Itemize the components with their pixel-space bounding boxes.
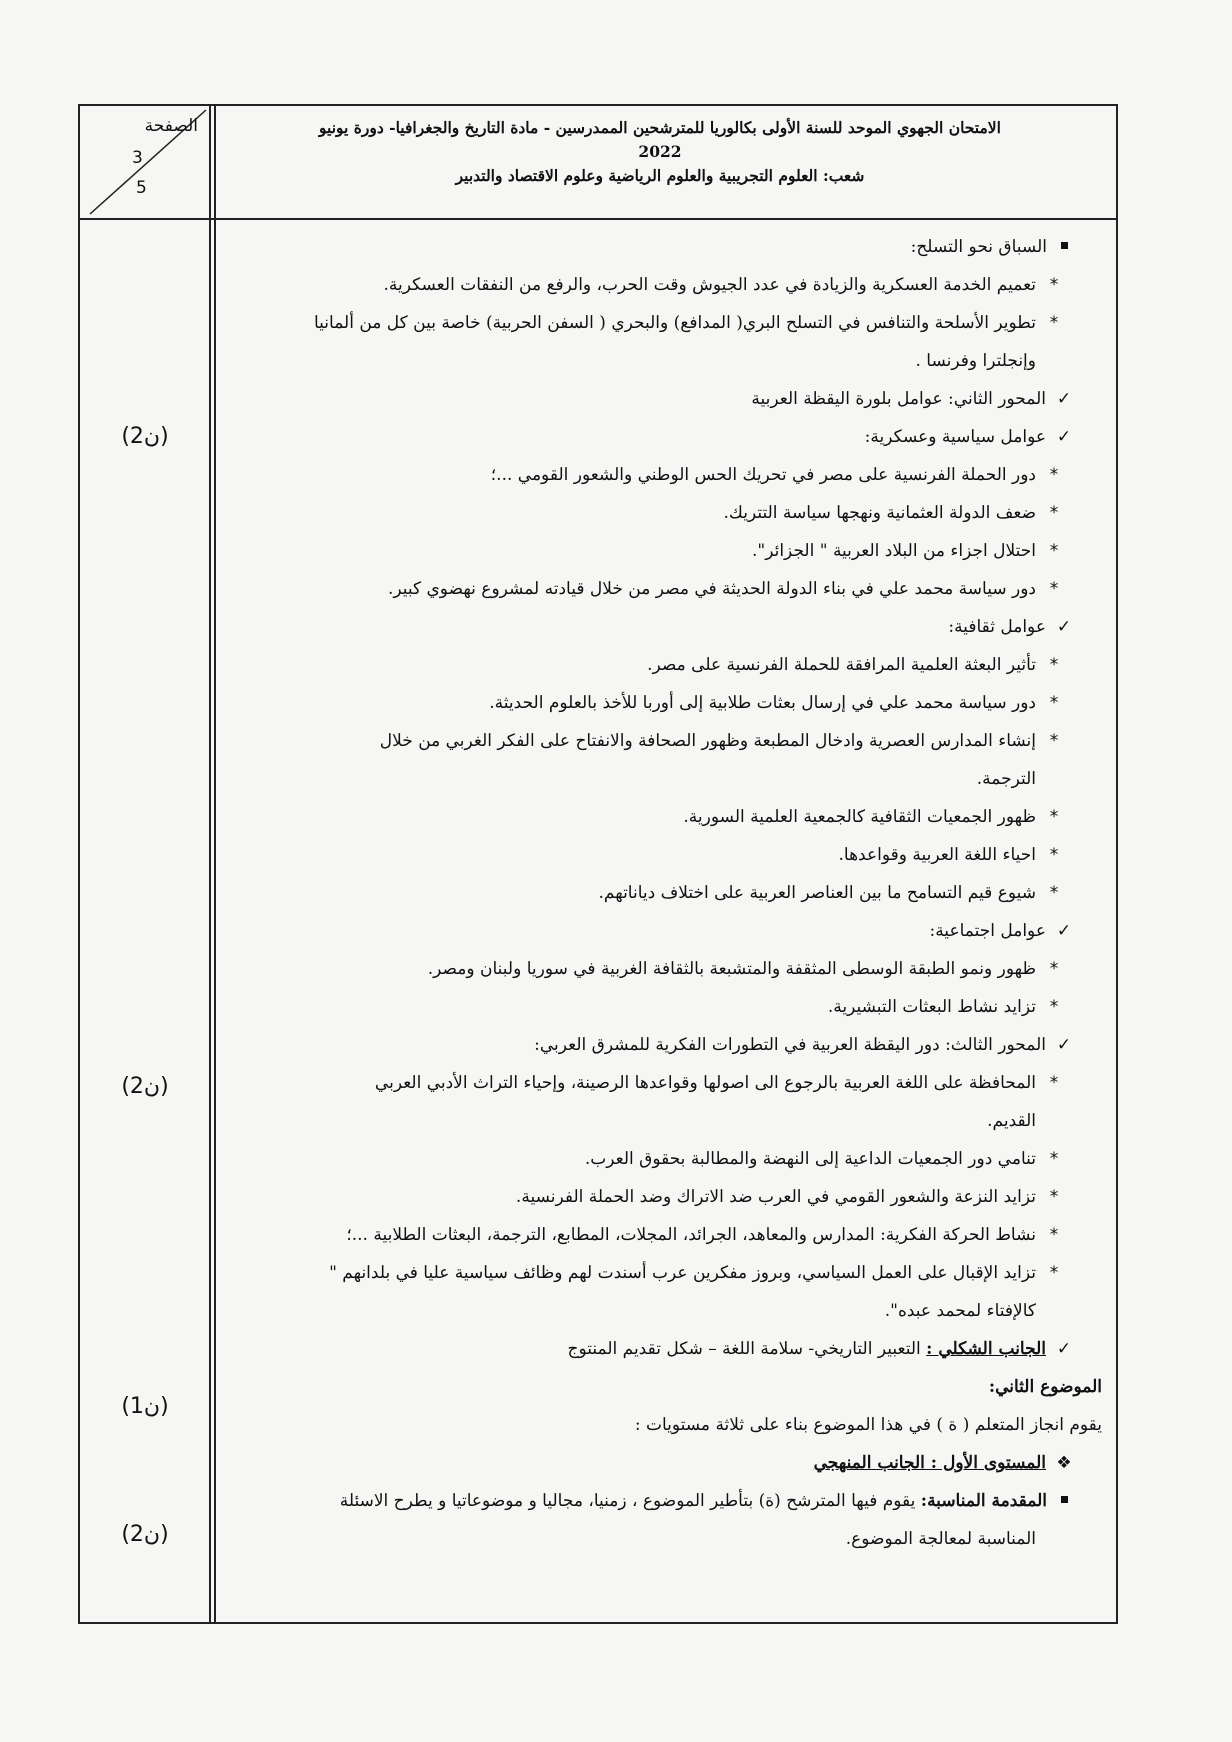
- asterisk-icon: *: [1049, 1263, 1059, 1283]
- answer-content: [220, 228, 1102, 1558]
- level-heading: ❖المستوى الأول : الجانب المنهجي: [220, 1444, 1082, 1482]
- list-item: *نشاط الحركة الفكرية: المدارس والمعاهد، الجرائد، المجلات، المطابع، الترجمة، البعثات الطلابية ...؛: [220, 1216, 1082, 1254]
- score-badge: (ن1): [121, 1394, 169, 1419]
- asterisk-icon: *: [1049, 313, 1059, 333]
- section-heading: ✓الجانب الشكلي : التعبير التاريخي- سلامة اللغة – شكل تقديم المنتوج: [220, 1330, 1082, 1368]
- list-item: *ضعف الدولة العثمانية ونهجها سياسة التتريك.: [220, 494, 1082, 532]
- list-item-continuation: المناسبة لمعالجة الموضوع.: [845, 1529, 1036, 1549]
- asterisk-icon: *: [1049, 1073, 1059, 1093]
- list-item-continuation: وإنجلترا وفرنسا .: [915, 351, 1036, 371]
- asterisk-icon: *: [1049, 503, 1059, 523]
- list-item: *المحافظة على اللغة العربية بالرجوع الى اصولها وقواعدها الرصينة، وإحياء التراث الأدبي العربي: [220, 1064, 1082, 1102]
- asterisk-icon: *: [1049, 1149, 1059, 1169]
- list-item: السباق نحو التسلح:: [220, 228, 1082, 266]
- list-item: *تزايد نشاط البعثات التبشيرية.: [220, 988, 1082, 1026]
- asterisk-icon: *: [1049, 845, 1059, 865]
- asterisk-icon: *: [1049, 541, 1059, 561]
- checkmark-icon: ✓: [1056, 389, 1072, 409]
- page-frame: [78, 104, 1118, 1624]
- asterisk-icon: *: [1049, 883, 1059, 903]
- asterisk-icon: *: [1049, 997, 1059, 1017]
- list-item: *ظهور الجمعيات الثقافية كالجمعية العلمية السورية.: [220, 798, 1082, 836]
- asterisk-icon: *: [1049, 731, 1059, 751]
- asterisk-icon: *: [1049, 1225, 1059, 1245]
- section-heading: ✓المحور الثاني: عوامل بلورة اليقظة العربية: [220, 380, 1082, 418]
- asterisk-icon: *: [1049, 959, 1059, 979]
- asterisk-icon: *: [1049, 579, 1059, 599]
- asterisk-icon: *: [1049, 807, 1059, 827]
- list-item-continuation: الترجمة.: [976, 769, 1036, 789]
- list-item: *ظهور ونمو الطبقة الوسطى المثقفة والمتشبعة بالثقافة الغربية في سوريا ولبنان ومصر.: [220, 950, 1082, 988]
- square-bullet-icon: [1061, 1496, 1068, 1503]
- list-item-continuation: القديم.: [987, 1111, 1036, 1131]
- exam-header: [220, 116, 1100, 188]
- header-title: الامتحان الجهوي الموحد للسنة الأولى بكالوريا للمترشحين الممدرسين - مادة التاريخ والجغرافيا- دورة يونيو: [319, 118, 1001, 137]
- list-item: *إنشاء المدارس العصرية وادخال المطبعة وظهور الصحافة والانفتاح على الفكر الغربي من خلال: [220, 722, 1082, 760]
- header-streams: شعب: العلوم التجريبية والعلوم الرياضية وعلوم الاقتصاد والتدبير: [455, 166, 865, 185]
- list-item: *تطوير الأسلحة والتنافس في التسلح البري( المدافع) والبحري ( السفن الحربية) خاصة بين كل من ألمانيا: [220, 304, 1082, 342]
- list-item: *احتلال اجزاء من البلاد العربية " الجزائر".: [220, 532, 1082, 570]
- subject-two-title: الموضوع الثاني:: [988, 1377, 1102, 1397]
- list-item: *دور سياسة محمد علي في إرسال بعثات طلابية إلى أوربا للأخذ بالعلوم الحديثة.: [220, 684, 1082, 722]
- checkmark-icon: ✓: [1056, 617, 1072, 637]
- subject-two-intro: يقوم انجاز المتعلم ( ة ) في هذا الموضوع بناء على ثلاثة مستويات :: [634, 1415, 1102, 1435]
- asterisk-icon: *: [1049, 275, 1059, 295]
- asterisk-icon: *: [1049, 693, 1059, 713]
- list-item: *تأثير البعثة العلمية المرافقة للحملة الفرنسية على مصر.: [220, 646, 1082, 684]
- section-heading: ✓عوامل ثقافية:: [220, 608, 1082, 646]
- list-item: *تنامي دور الجمعيات الداعية إلى النهضة والمطالبة بحقوق العرب.: [220, 1140, 1082, 1178]
- diamond-bullet-icon: ❖: [1056, 1453, 1072, 1473]
- score-badge: (ن2): [121, 1074, 169, 1099]
- header-divider: [80, 218, 1116, 220]
- page-number: 3: [132, 148, 143, 168]
- square-bullet-icon: [1061, 242, 1068, 249]
- list-item: *شيوع قيم التسامح ما بين العناصر العربية على اختلاف دياناتهم.: [220, 874, 1082, 912]
- list-item-continuation: كالإفتاء لمحمد عبده".: [884, 1301, 1036, 1321]
- section-heading: ✓المحور الثالث: دور اليقظة العربية في التطورات الفكرية للمشرق العربي:: [220, 1026, 1082, 1064]
- checkmark-icon: ✓: [1056, 1035, 1072, 1055]
- list-item: *تزايد النزعة والشعور القومي في العرب ضد الاتراك وضد الحملة الفرنسية.: [220, 1178, 1082, 1216]
- page-number-box: [80, 106, 210, 218]
- section-heading: ✓عوامل سياسية وعسكرية:: [220, 418, 1082, 456]
- page-label: الصفحة: [144, 116, 198, 136]
- list-item: المقدمة المناسبة: يقوم فيها المترشح (ة) بتأطير الموضوع ، زمنيا، مجاليا و موضوعاتيا و يطرح الاسئلة: [220, 1482, 1082, 1520]
- page-total: 5: [136, 178, 147, 198]
- list-item: *تعميم الخدمة العسكرية والزيادة في عدد الجيوش وقت الحرب، والرفع من النفقات العسكرية.: [220, 266, 1082, 304]
- asterisk-icon: *: [1049, 1187, 1059, 1207]
- list-item: *دور سياسة محمد علي في بناء الدولة الحديثة في مصر من خلال قيادته لمشروع نهضوي كبير.: [220, 570, 1082, 608]
- asterisk-icon: *: [1049, 465, 1059, 485]
- section-heading: ✓عوامل اجتماعية:: [220, 912, 1082, 950]
- checkmark-icon: ✓: [1056, 921, 1072, 941]
- checkmark-icon: ✓: [1056, 427, 1072, 447]
- list-item: *احياء اللغة العربية وقواعدها.: [220, 836, 1082, 874]
- score-badge: (ن2): [121, 424, 169, 449]
- list-item: *دور الحملة الفرنسية على مصر في تحريك الحس الوطني والشعور القومي ...؛: [220, 456, 1082, 494]
- score-badge: (ن2): [121, 1522, 169, 1547]
- header-year: 2022: [638, 142, 682, 161]
- checkmark-icon: ✓: [1056, 1339, 1072, 1359]
- column-divider-inner: [214, 106, 216, 1622]
- list-item: *تزايد الإقبال على العمل السياسي، وبروز مفكرين عرب أسندت لهم وظائف سياسية عليا في بلدانهم ": [220, 1254, 1082, 1292]
- asterisk-icon: *: [1049, 655, 1059, 675]
